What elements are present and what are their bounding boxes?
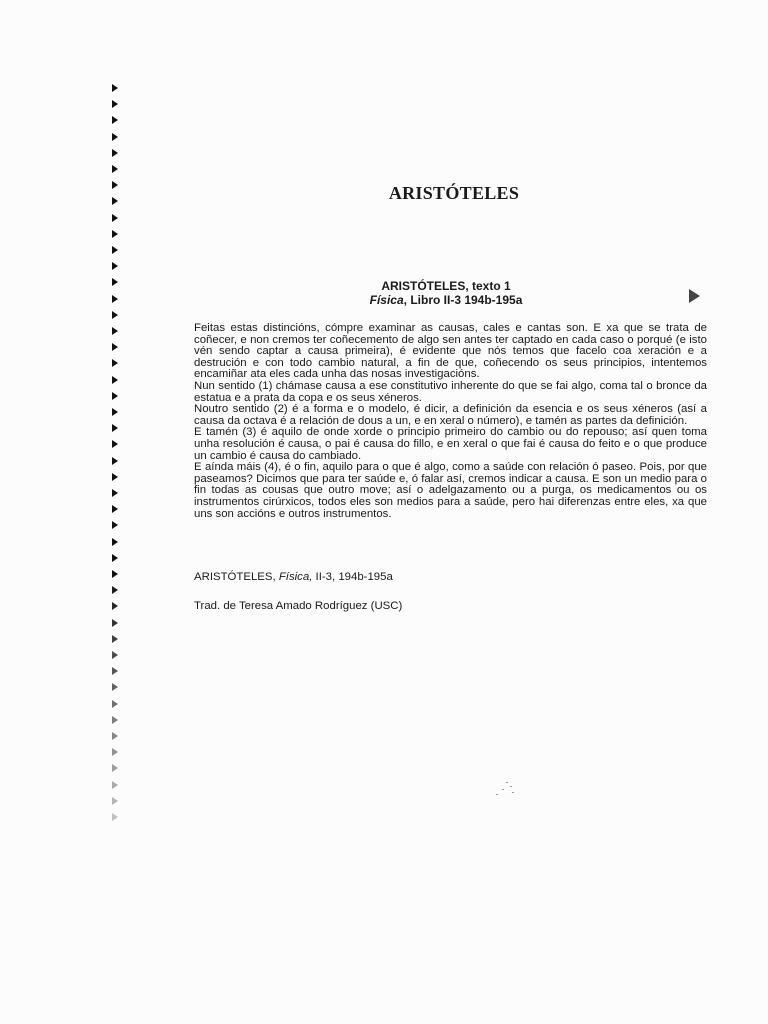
binding-hole-icon (112, 716, 118, 724)
binding-hole-icon (112, 700, 118, 708)
paragraph-3: Noutro sentido (2) é a forma e o modelo, é dicir, a definición da esencia e os seus xéneros (así a causa da octava é a relación de dous a un, e en xeral o número), e tamén as partes da definición. (194, 403, 707, 427)
binding-hole-icon (112, 683, 118, 691)
binding-hole-icon (112, 246, 118, 254)
binding-hole-icon (112, 570, 118, 578)
citation-work: Física, (278, 571, 313, 583)
binding-hole-icon (112, 295, 118, 303)
binding-hole-icon (112, 813, 118, 821)
citation (194, 571, 393, 583)
binding-hole-icon (112, 586, 118, 594)
binding-hole-icon (112, 262, 118, 270)
document-title: ARISTÓTELES (388, 183, 520, 203)
binding-hole-icon (112, 440, 118, 448)
binding-hole-icon (112, 343, 118, 351)
text-subheading (300, 279, 592, 307)
binding-hole-icon (112, 327, 118, 335)
binding-hole-icon (112, 359, 118, 367)
binding-hole-icon (112, 392, 118, 400)
binding-hole-icon (112, 505, 118, 513)
binding-hole-icon (112, 538, 118, 546)
binding-hole-icon (112, 619, 118, 627)
binding-hole-icon (112, 165, 118, 173)
binding-hole-icon (112, 133, 118, 141)
binding-hole-icon (112, 408, 118, 416)
paragraph-1: Feitas estas distincións, cómpre examinar as causas, cales e cantas son. E xa que se trata de coñecer, e non cremos ter coñecemento de algo sen antes ter captado en cada caso o porqué (e isto vén sendo captar a causa primeira), é evidente que nós temos que facelo coa xeración e a destrución e con todo cambio natural, a fin de que, coñecendo os seus principios, intentemos encamiñar ata eles cada unha das nosas investigacións. (194, 322, 707, 381)
binding-hole-icon (112, 748, 118, 756)
scan-specks (494, 780, 518, 800)
binding-hole-icon (112, 635, 118, 643)
binding-hole-icon (112, 311, 118, 319)
binding-hole-icon (112, 651, 118, 659)
binding-hole-icon (112, 214, 118, 222)
binding-hole-icon (112, 473, 118, 481)
paragraph-5: E aínda máis (4), é o fin, aquilo para o que é algo, como a saúde con relación ó paseo. Pois, por que paseamos? Dicimos que para ter saúde e, ó falar así, cremos indicar a causa. E son un medio para o fin todas as cousas que outro move; así o adelgazamento ou a purga, os medicamentos ou os instrumentos cirúrxicos, todos eles son medios para a saúde, pero hai diferenzas entre eles, xa que uns son accións e outros instrumentos. (194, 461, 707, 520)
binding-hole-icon (112, 376, 118, 384)
paragraph-4: E tamén (3) é aquilo de onde xorde o principio primeiro do cambio ou do repouso; así quen toma unha resolución é causa, o pai é causa do fillo, e en xeral o que fai é causa do feito e o que produce un cambio é causa do cambiado. (194, 426, 707, 462)
text-body (194, 323, 707, 520)
paragraph-2: Nun sentido (1) chámase causa a ese constitutivo inherente do que se fai algo, coma tal o bronce da estatua e a prata da copa e os seus xéneros. (194, 379, 707, 404)
binding-hole-icon (112, 764, 118, 772)
binding-hole-icon (112, 602, 118, 610)
subheading-reference: , Libro II-3 194b-195a (403, 293, 523, 307)
binding-hole-icon (112, 230, 118, 238)
binding-hole-icon (112, 521, 118, 529)
binding-hole-icon (112, 781, 118, 789)
binding-hole-icon (112, 100, 118, 108)
binding-hole-icon (112, 116, 118, 124)
binding-hole-icon (112, 84, 118, 92)
translator-credit: Trad. de Teresa Amado Rodríguez (USC) (194, 600, 403, 612)
citation-reference: II-3, 194b-195a (312, 571, 393, 583)
play-arrow-icon (689, 289, 700, 303)
binding-hole-icon (112, 457, 118, 465)
binding-hole-icon (112, 424, 118, 432)
subheading-work: Física (369, 293, 404, 307)
binding-hole-icon (112, 667, 118, 675)
binding-hole-icon (112, 554, 118, 562)
subheading-line2 (300, 293, 592, 307)
binding-hole-icon (112, 149, 118, 157)
citation-author: ARISTÓTELES, (194, 571, 279, 583)
subheading-line1: ARISTÓTELES, texto 1 (381, 279, 511, 293)
binding-hole-icon (112, 489, 118, 497)
binding-hole-icon (112, 278, 118, 286)
binding-hole-icon (112, 732, 118, 740)
binding-hole-icon (112, 797, 118, 805)
